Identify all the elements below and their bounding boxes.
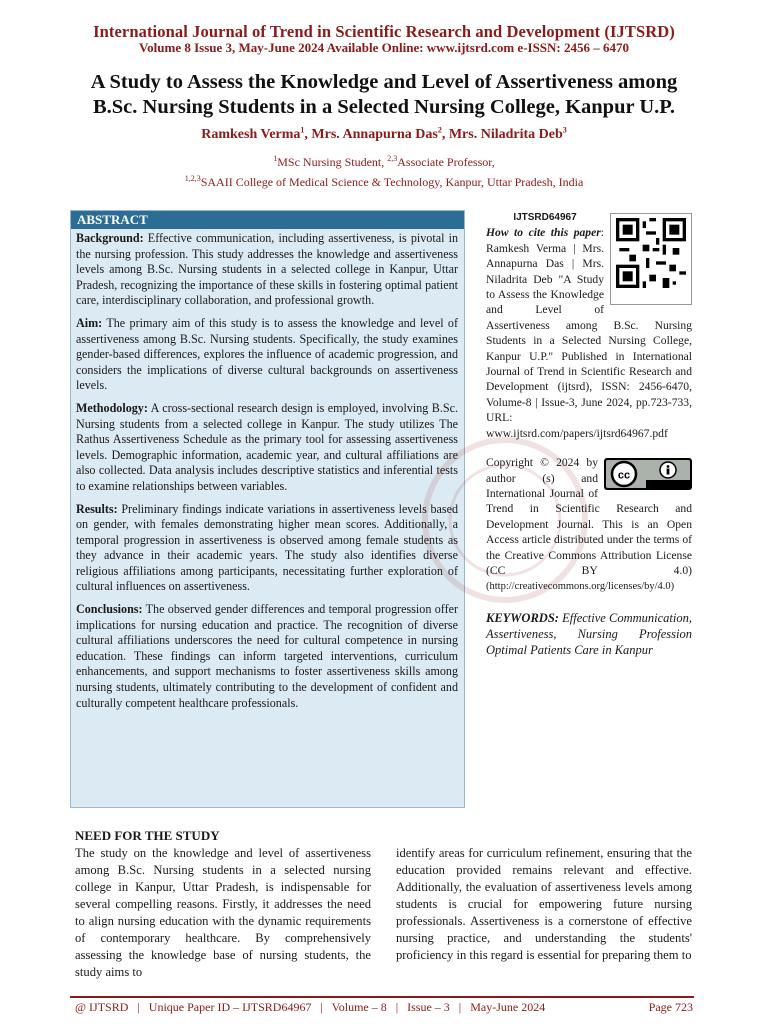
- qr-code[interactable]: [610, 213, 692, 305]
- abstract-background: [76, 231, 458, 309]
- affil-text: Associate Professor,: [397, 155, 495, 169]
- citation-block: [486, 210, 692, 595]
- paper-title-line-2: B.Sc. Nursing Students in a Selected Nursing College, Kanpur U.P.: [92, 96, 676, 118]
- creative-commons-icon: [604, 458, 692, 490]
- abstract-text: The observed gender differences and temporal progression offer implications for nursing education and practice. The recognition of diverse cultural affiliations underscores the need for cultural competence in nursing education. These findings can inform targeted interventions, curriculum enhancements, and support mechanisms to foster assertiveness skills among nursing students, ultimately contributing to the development of confident and culturally competent healthcare professionals.: [76, 602, 458, 710]
- author-1-sup: 1: [300, 125, 305, 135]
- abstract-conclusions: [76, 602, 458, 711]
- abstract-text: Effective communication, including assertiveness, is pivotal in the nursing profession. This study addresses the knowledge and assertiveness levels among B.Sc. Nursing students in a selected college in Kanpur, Uttar Pradesh, recognizing the importance of these skills in fostering optimal patient care, interdisciplinary collaboration, and professional growth.: [76, 231, 458, 308]
- abstract-label: Methodology:: [76, 400, 148, 415]
- affil-sup: 2,3: [387, 154, 398, 163]
- abstract-text: Preliminary findings indicate variations in assertiveness levels based on gender, with females demonstrating higher mean scores. Additionally, a temporal progression in assertiveness is observed among female students as they advance in their academic years. The study also identifies diverse religious affiliations among participants, necessitating further exploration of cultural influences on assertiveness.: [76, 501, 458, 594]
- affiliation-line-1: [0, 155, 768, 170]
- abstract-results: [76, 502, 458, 596]
- page-footer: [75, 1000, 693, 1015]
- author-2: Mrs. Annapurna Das: [311, 127, 438, 142]
- section-heading: NEED FOR THE STUDY: [75, 828, 220, 843]
- journal-subtitle: Volume 8 Issue 3, May-June 2024 Available Online: www.ijtsrd.com e-ISSN: 2456 – 6470: [138, 40, 630, 55]
- abstract-box: [70, 210, 465, 808]
- license-link[interactable]: (http://creativecommons.org/licenses/by/4.0): [486, 581, 675, 593]
- abstract-label: Conclusions:: [76, 602, 143, 617]
- keywords-block: [486, 610, 692, 658]
- affil-sup: 1,2,3: [184, 174, 201, 183]
- abstract-label: Results:: [76, 501, 118, 516]
- qr-code-label: IJTSRD64967: [513, 212, 577, 223]
- author-list: [0, 127, 768, 143]
- affiliation-line-2: [0, 175, 768, 190]
- abstract-methodology: [76, 401, 458, 495]
- abstract-label: Aim:: [76, 315, 103, 330]
- author-2-sup: 2: [437, 125, 442, 135]
- citation-body: : Ramkesh Verma | Mrs. Annapurna Das | Mrs. Niladrita Deb "A Study to Assess the Knowledge and Level of Assertiveness among B.Sc. Nursing Students in a Selected Nursing College, Kanpur U.P." Published in International Journal of Trend in Scientific Research and Development (ijtsrd), ISSN: 2456-6470, Volume-8 | Issue-3, June 2024, pp.723-733, URL: www.ijtsrd.com/papers/ijtsrd64967.pdf: [486, 226, 692, 440]
- abstract-heading: ABSTRACT: [71, 211, 464, 229]
- copyright-body: Copyright © 2024 by author (s) and International Journal of Trend in Scientific Research and Development Journal. This is an Open Access article distributed under the terms of the Creative Commons Attribution License (CC BY 4.0): [486, 456, 692, 577]
- paper-title: [40, 70, 728, 120]
- abstract-body: [71, 229, 464, 711]
- page-number: Page 723: [648, 1000, 693, 1014]
- abstract-text: A cross-sectional research design is employed, involving B.Sc. Nursing students from a selected college in Kanpur. The study utilizes The Rathus Assertiveness Schedule as the primary tool for assessing assertiveness levels. Demographic information, academic year, and cultural affiliations are also collected. Data analysis includes descriptive statistics and inferential tests to examine relationships between variables.: [76, 400, 458, 493]
- footer-divider: [70, 996, 694, 998]
- paper-title-line-1: A Study to Assess the Knowledge and Level of Assertiveness among: [90, 71, 678, 93]
- citation-label: How to cite this paper: [486, 226, 601, 240]
- cc-by-badge[interactable]: [604, 458, 692, 490]
- author-3: Mrs. Niladrita Deb: [448, 127, 563, 142]
- copyright-text: [486, 455, 692, 595]
- affil-text: SAAII College of Medical Science & Technology, Kanpur, Uttar Pradesh, India: [200, 175, 584, 189]
- keywords-text: Effective Communication, Assertiveness, Nursing Profession Optimal Patients Care in Kanpur: [486, 611, 692, 657]
- abstract-label: Background:: [76, 231, 144, 245]
- keywords-label: KEYWORDS:: [486, 611, 559, 625]
- author-sep: ,: [441, 127, 449, 142]
- body-column-right: identify areas for curriculum refinement, ensuring that the education provided remains relevant and effective. Additionally, the evaluation of assertiveness levels among students is crucial for empowering future nursing professionals. Assertiveness is a cornerstone of effective nursing practice, and understanding the students' proficiency in this regard is essential for preparing them to: [396, 846, 692, 962]
- affil-sup: 1: [273, 154, 278, 163]
- author-3-sup: 3: [562, 125, 567, 135]
- author-sep: ,: [304, 127, 312, 142]
- abstract-text: The primary aim of this study is to assess the knowledge and level of assertiveness among B.Sc. Nursing students. Specifically, the study examines gender-based differences, explores the influence of academic progression, and considers the implications of diverse cultural backgrounds on assertiveness levels.: [76, 315, 458, 393]
- body-column-left: The study on the knowledge and level of assertiveness among B.Sc. Nursing students in a selected nursing college in Kanpur, Uttar Pradesh, is indispensable for several compelling reasons. Firstly, it addresses the need to align nursing education with the dynamic requirements of contemporary healthcare. By comprehensively assessing the knowledge base of nursing students, the study aims to: [75, 846, 371, 979]
- qr-code-icon: [616, 218, 686, 288]
- svg-text:cc: cc: [617, 469, 631, 482]
- author-1: Ramkesh Verma: [201, 127, 301, 142]
- affil-text: MSc Nursing Student,: [277, 155, 388, 169]
- abstract-aim: [76, 316, 458, 394]
- journal-title: International Journal of Trend in Scientific Research and Development (IJTSRD): [93, 22, 675, 41]
- footer-info: @ IJTSRD | Unique Paper ID – IJTSRD64967 | Volume – 8 | Issue – 3 | May-June 2024: [75, 1000, 546, 1014]
